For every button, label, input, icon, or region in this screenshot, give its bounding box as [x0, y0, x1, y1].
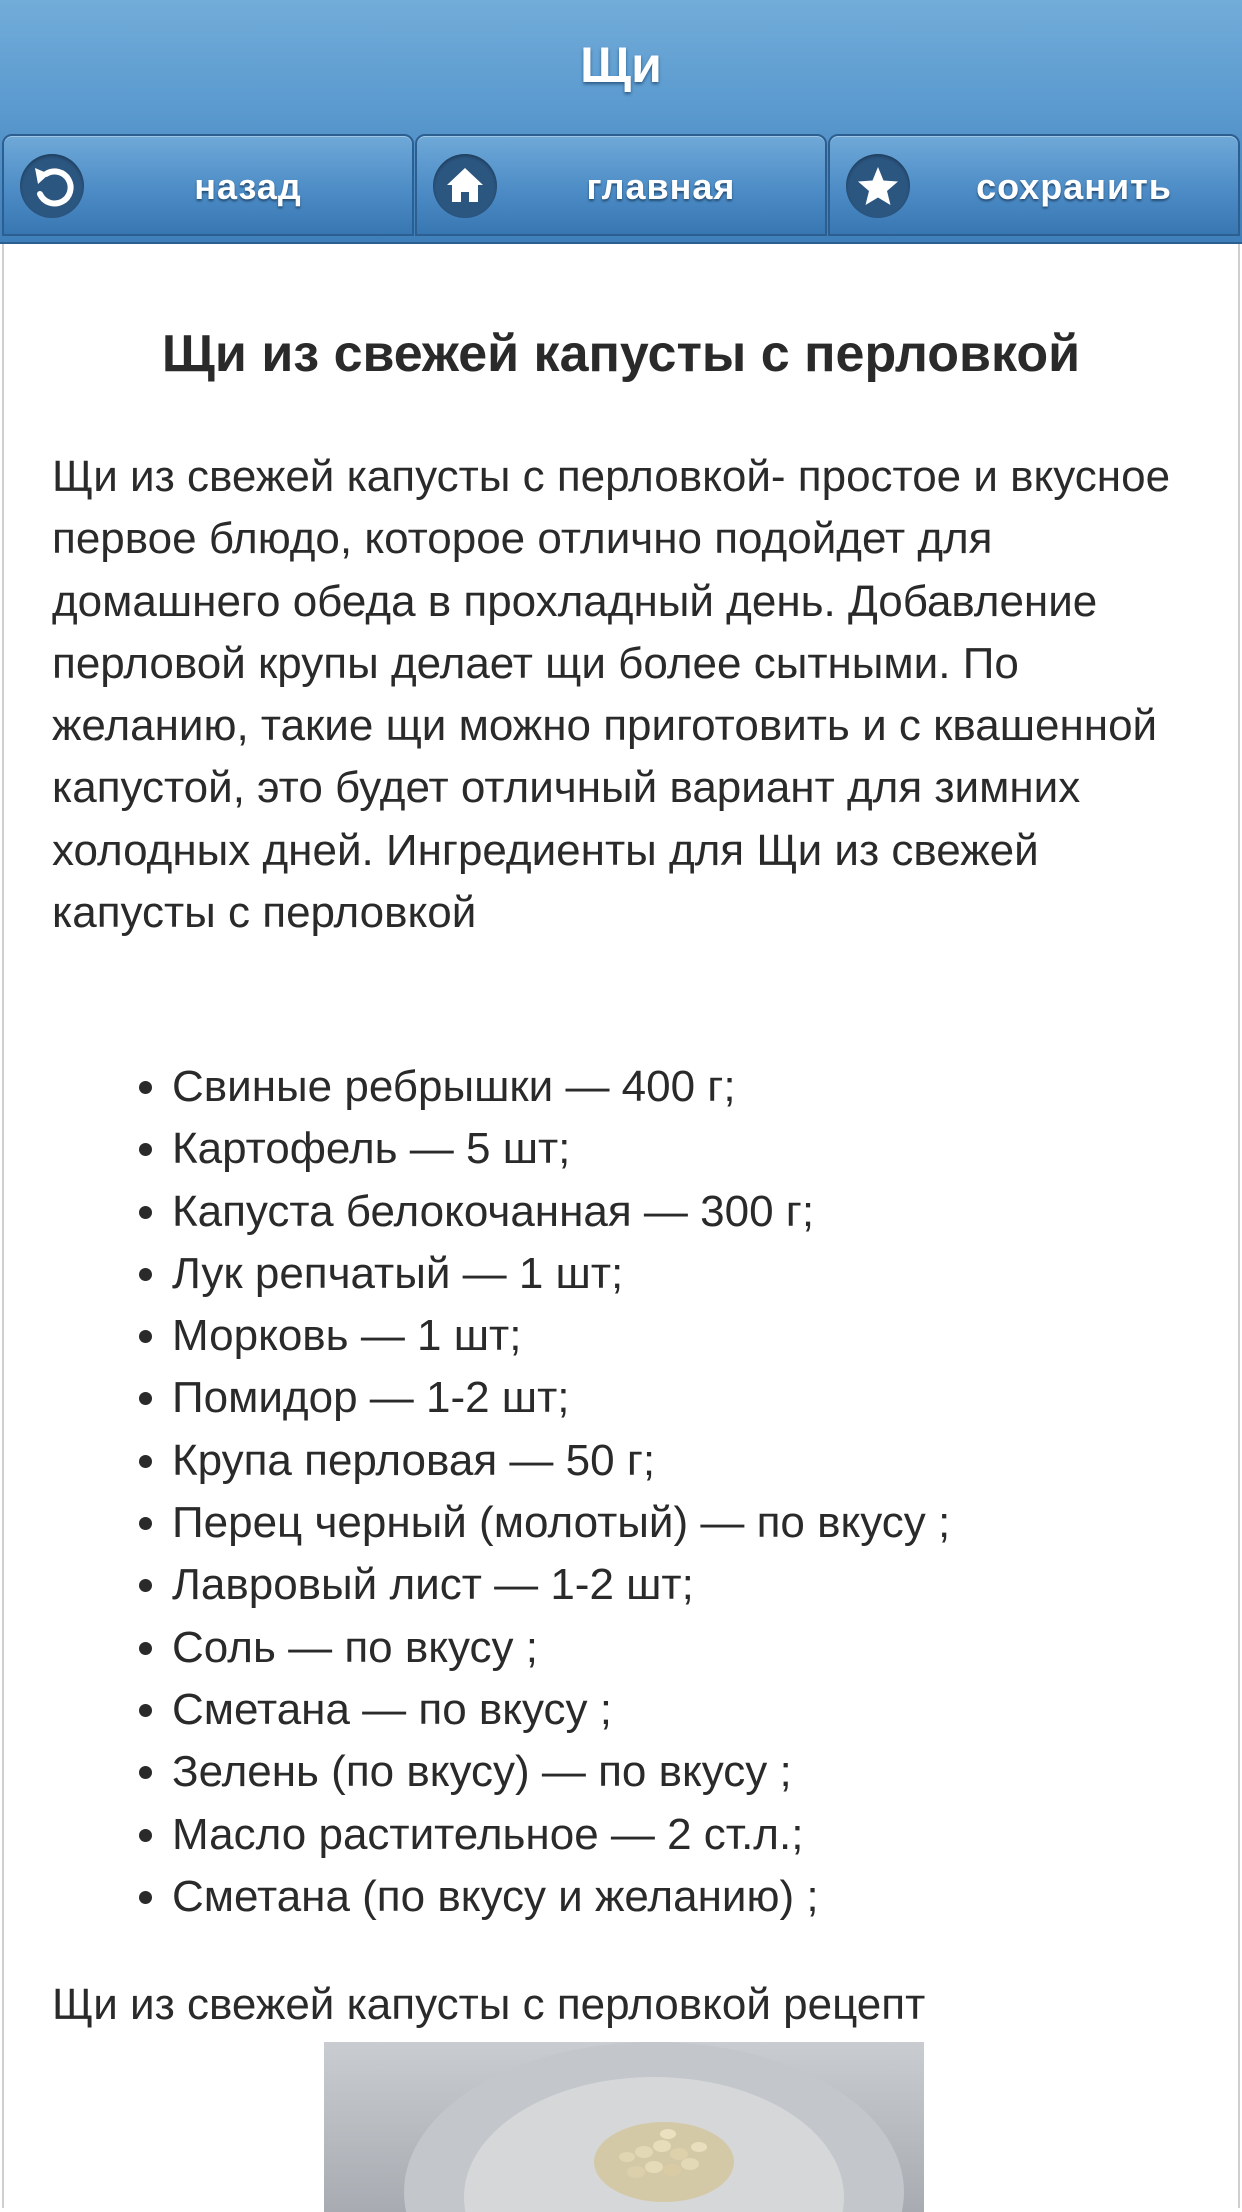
back-button-label: назад: [194, 166, 302, 207]
home-button-label: главная: [586, 166, 736, 207]
ingredient-item: • Сметана — по вкусу ;: [172, 1679, 1202, 1741]
recipe-intro: Щи из свежей капусты с перловкой- простое и вкусное первое блюдо, которое отлично подойдет для домашнего обеда в прохладный день. Добавление перловой крупы делает щи более сытными. По желанию, такие щи можно приготовить и с квашенной капустой, это будет отличный вариант для зимних холодных дней. Ингредиенты для Щи из свежей капусты с перловкой: [52, 452, 1171, 938]
recipe-title: Щи из свежей капусты с перловкой: [161, 325, 1081, 383]
star-icon: [846, 154, 910, 218]
ingredient-item: • Капуста белокочанная — 300 г;: [172, 1181, 1202, 1243]
ingredient-item: • Крупа перловая — 50 г;: [172, 1430, 1202, 1492]
ingredient-item: • Лук репчатый — 1 шт;: [172, 1243, 1202, 1305]
ingredient-item: • Зелень (по вкусу) — по вкусу ;: [172, 1741, 1202, 1803]
ingredient-item: • Морковь — 1 шт;: [172, 1305, 1202, 1367]
app-header: [0, 0, 1242, 244]
back-arrow-icon: [20, 154, 84, 218]
app-title: Щи: [580, 37, 662, 93]
back-button[interactable]: [2, 134, 414, 236]
ingredient-item: • Помидор — 1-2 шт;: [172, 1367, 1202, 1429]
ingredients-list: [52, 1056, 1202, 1928]
home-icon: [433, 154, 497, 218]
ingredient-item: • Сметана (по вкусу и желанию) ;: [172, 1866, 1202, 1928]
recipe-subtitle: Щи из свежей капусты с перловкой рецепт: [52, 1980, 926, 2029]
recipe-photo: [324, 2042, 924, 2212]
home-button[interactable]: [415, 134, 827, 236]
save-button[interactable]: [828, 134, 1240, 236]
recipe-content[interactable]: [2, 244, 1240, 2208]
ingredient-item: • Перец черный (молотый) — по вкусу ;: [172, 1492, 1202, 1554]
save-button-label: сохранить: [976, 166, 1172, 207]
ingredient-item: • Лавровый лист — 1-2 шт;: [172, 1554, 1202, 1616]
ingredient-item: • Масло растительное — 2 ст.л.;: [172, 1804, 1202, 1866]
ingredient-item: • Картофель — 5 шт;: [172, 1118, 1202, 1180]
ingredient-item: • Свиные ребрышки — 400 г;: [172, 1056, 1202, 1118]
ingredient-item: • Соль — по вкусу ;: [172, 1617, 1202, 1679]
